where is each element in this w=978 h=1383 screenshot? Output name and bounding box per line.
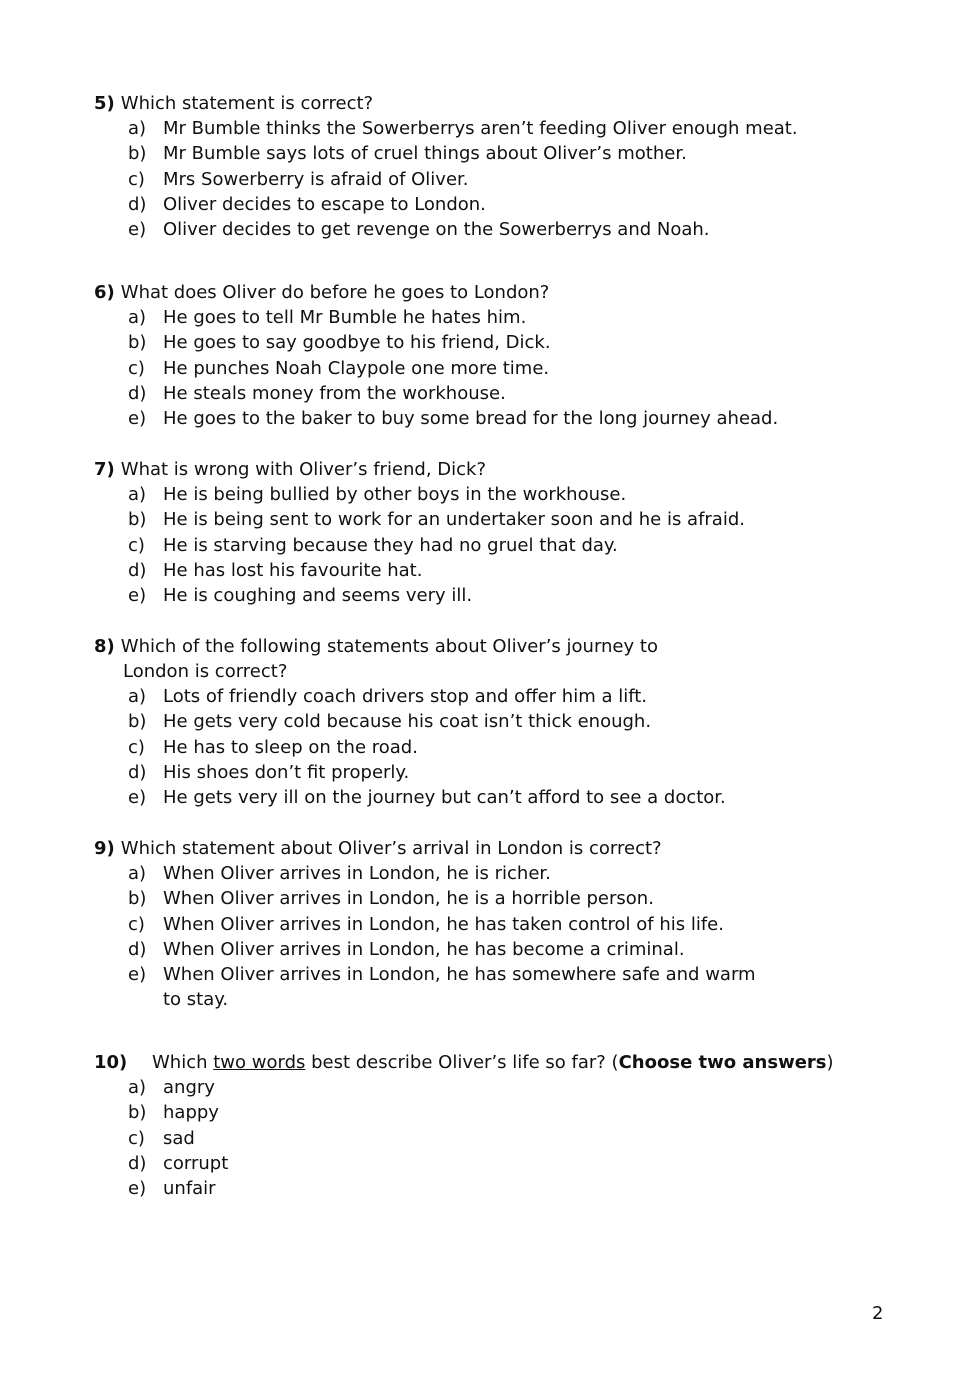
- underlined-phrase: two words: [213, 1052, 306, 1073]
- page-number: 2: [872, 1303, 884, 1324]
- question-number: 10): [94, 1052, 128, 1073]
- question-text: 6) What does Oliver do before he goes to London?: [94, 282, 550, 303]
- option-a: a) When Oliver arrives in London, he is richer.: [128, 863, 551, 884]
- option-d: d) Oliver decides to escape to London.: [128, 193, 486, 215]
- question-6: [94, 280, 779, 431]
- question-number: 5): [94, 93, 115, 114]
- question-9: [94, 836, 756, 1012]
- option-c: c) sad: [128, 1127, 195, 1149]
- question-text: 10) Which two words best describe Oliver’s life so far? (Choose two answers): [94, 1052, 834, 1073]
- question-10: [94, 1050, 834, 1201]
- question-text-continued: London is correct?: [123, 661, 288, 682]
- option-a: a) Lots of friendly coach drivers stop and offer him a lift.: [128, 686, 648, 707]
- option-a: a) Mr Bumble thinks the Sowerberrys aren’t feeding Oliver enough meat.: [128, 118, 798, 139]
- option-d: d) corrupt: [128, 1152, 229, 1174]
- question-5: [94, 91, 798, 242]
- option-c: c) He has to sleep on the road.: [128, 736, 418, 758]
- option-b: b) He gets very cold because his coat isn’t thick enough.: [128, 711, 652, 733]
- question-text: 7) What is wrong with Oliver’s friend, Dick?: [94, 459, 487, 480]
- option-a: a) angry: [128, 1077, 215, 1098]
- option-d: d) When Oliver arrives in London, he has become a criminal.: [128, 938, 685, 960]
- option-b: b) When Oliver arrives in London, he is a horrible person.: [128, 888, 654, 910]
- option-e: e) He gets very ill on the journey but can’t afford to see a doctor.: [128, 787, 726, 808]
- option-c: c) He is starving because they had no gruel that day.: [128, 534, 618, 556]
- question-7: [94, 457, 745, 608]
- question-text: 5) Which statement is correct?: [94, 93, 374, 114]
- bold-instruction: Choose two answers: [618, 1052, 827, 1073]
- option-e: e) He goes to the baker to buy some bread for the long journey ahead.: [128, 408, 779, 429]
- option-e-continued: to stay.: [163, 989, 229, 1011]
- question-text: 8) Which of the following statements about Oliver’s journey to: [94, 636, 658, 657]
- option-b: b) He is being sent to work for an undertaker soon and he is afraid.: [128, 509, 745, 531]
- question-number: 7): [94, 459, 115, 480]
- option-e: e) He is coughing and seems very ill.: [128, 585, 473, 606]
- option-a: a) He goes to tell Mr Bumble he hates him.: [128, 307, 527, 328]
- option-b: b) Mr Bumble says lots of cruel things about Oliver’s mother.: [128, 143, 687, 165]
- option-a: a) He is being bullied by other boys in the workhouse.: [128, 484, 627, 505]
- option-e: e) unfair: [128, 1178, 216, 1199]
- option-c: c) He punches Noah Claypole one more time.: [128, 357, 550, 379]
- option-d: d) He has lost his favourite hat.: [128, 559, 423, 581]
- question-8: [94, 634, 726, 810]
- option-c: c) Mrs Sowerberry is afraid of Oliver.: [128, 168, 469, 190]
- option-d: d) He steals money from the workhouse.: [128, 382, 506, 404]
- question-number: 8): [94, 636, 115, 657]
- question-number: 6): [94, 282, 115, 303]
- question-text: 9) Which statement about Oliver’s arrival in London is correct?: [94, 838, 662, 859]
- option-b: b) happy: [128, 1102, 219, 1124]
- option-d: d) His shoes don’t fit properly.: [128, 761, 410, 783]
- option-e: e) Oliver decides to get revenge on the Sowerberrys and Noah.: [128, 219, 710, 240]
- question-number: 9): [94, 838, 115, 859]
- option-c: c) When Oliver arrives in London, he has taken control of his life.: [128, 913, 724, 935]
- option-e: e) When Oliver arrives in London, he has somewhere safe and warm: [128, 964, 756, 985]
- option-b: b) He goes to say goodbye to his friend, Dick.: [128, 332, 551, 354]
